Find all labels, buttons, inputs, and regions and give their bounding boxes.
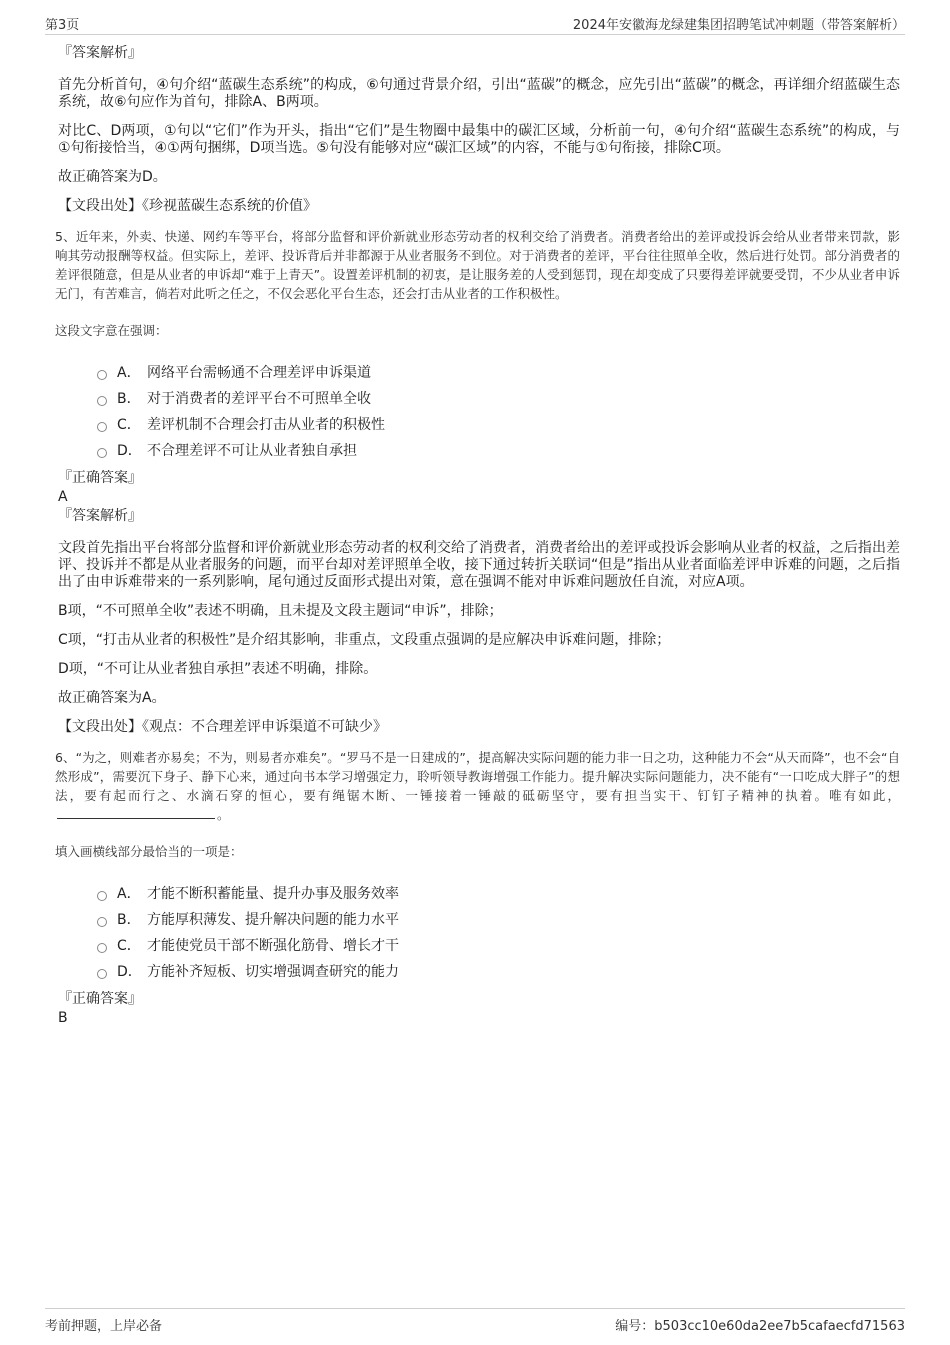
analysis-paragraph: 对比C、D两项，①句以“它们”作为开头，指出“它们”是生物圈中最集中的碳汇区域，分析前一句，④句介绍“蓝碳生态系统”的构成，与①句衔接恰当，④①两句捆绑，D项当选。⑤句没有能够对应“碳汇区域”的内容，不能与①句衔接，排除C项。: [58, 123, 900, 156]
option-text: 差评机制不合理会打击从业者的积极性: [147, 417, 385, 433]
option-list: [97, 359, 900, 463]
page-footer: [45, 1308, 905, 1335]
correct-answer-label: 『正确答案』: [58, 991, 142, 1007]
option-letter: D．: [117, 964, 142, 980]
option-a[interactable]: [97, 880, 900, 906]
option-d[interactable]: [97, 437, 900, 463]
option-letter: B．: [117, 912, 141, 928]
option-letter: C．: [117, 938, 141, 954]
option-b[interactable]: [97, 906, 900, 932]
answer-conclusion: 故正确答案为A。: [58, 690, 166, 706]
option-list: [97, 880, 900, 984]
radio-icon[interactable]: [97, 422, 107, 432]
correct-answer: B: [58, 1010, 68, 1026]
option-c[interactable]: [97, 932, 900, 958]
option-c[interactable]: [97, 411, 900, 437]
analysis-paragraph: 文段首先指出平台将部分监督和评价新就业形态劳动者的权利交给了消费者，消费者给出的差评或投诉会影响从业者的权益，之后指出差评、投诉并不都是从业者服务的问题，而平台却对差评照单全收，接下通过转折关联词“但是”指出从业者面临差评申诉难的问题，之后指出了由申诉难带来的一系列影响，尾句通过反面形式提出对策，意在强调不能对申诉难问题放任自流，对应A项。: [58, 540, 900, 590]
option-d[interactable]: [97, 958, 900, 984]
option-a[interactable]: [97, 359, 900, 385]
radio-icon[interactable]: [97, 891, 107, 901]
option-letter: C．: [117, 417, 141, 433]
page-number: 第3页: [45, 18, 80, 33]
source-citation: 【文段出处】《珍视蓝碳生态系统的价值》: [58, 198, 317, 214]
analysis-paragraph: 首先分析首句，④句介绍“蓝碳生态系统”的构成，⑥句通过背景介绍，引出“蓝碳”的概念，应先引出“蓝碳”的概念，再详细介绍蓝碳生态系统，故⑥句应作为首句，排除A、B两项。: [58, 77, 900, 110]
radio-icon[interactable]: [97, 396, 107, 406]
analysis-option-d: D项，“不可让从业者独自承担”表述不明确，排除。: [58, 661, 378, 677]
radio-icon[interactable]: [97, 969, 107, 979]
analysis-option-c: C项，“打击从业者的积极性”是介绍其影响，非重点，文段重点强调的是应解决申诉难问题，排除；: [58, 632, 671, 648]
page-content: [55, 44, 900, 1028]
answer-conclusion: 故正确答案为D。: [58, 169, 167, 185]
footer-slogan: 考前押题，上岸必备: [45, 1319, 163, 1334]
option-text: 方能补齐短板、切实增强调查研究的能力: [147, 964, 399, 980]
question-prompt: 这段文字意在强调：: [55, 323, 168, 338]
option-text: 才能使党员干部不断强化筋骨、增长才干: [147, 938, 399, 954]
analysis-label: 『答案解析』: [58, 508, 142, 524]
option-text: 对于消费者的差评平台不可照单全收: [147, 391, 371, 407]
stem-text: 6、“为之，则难者亦易矣；不为，则易者亦难矣”。“罗马不是一日建成的”，提高解决实际问题的能力非一日之功，这种能力不会“从天而降”，也不会“自然形成”，需要沉下身子、静下心来，通过向书本学习增强定力，聆听领导教诲增强工作能力。提升解决实际问题能力，决不能有“一口吃成大胖子”的想法，要有起而行之、水滴石穿的恒心，要有绳锯木断、一锤接着一锤敲的砥砺坚守，要有担当实干、钉钉子精神的执着。唯有如此，: [55, 750, 900, 803]
stem-end: 。: [217, 807, 230, 822]
correct-answer: A: [58, 489, 68, 505]
radio-icon[interactable]: [97, 917, 107, 927]
option-letter: A．: [117, 886, 141, 902]
fill-blank: [57, 806, 215, 819]
document-code: 编号：b503cc10e60da2ee7b5cafaecfd71563: [615, 1319, 905, 1334]
option-letter: D．: [117, 443, 142, 459]
option-text: 不合理差评不可让从业者独自承担: [147, 443, 357, 459]
option-text: 才能不断积蓄能量、提升办事及服务效率: [147, 886, 399, 902]
question-stem: 5、近年来，外卖、快递、网约车等平台，将部分监督和评价新就业形态劳动者的权利交给了消费者。消费者给出的差评或投诉会给从业者带来罚款，影响其劳动报酬等权益。但实际上，差评、投诉背后并非都源于从业者服务不到位。对于消费者的差评，平台往往照单全收，然后进行处罚。部分消费者的差评很随意，但是从业者的申诉却“难于上青天”。设置差评机制的初衷，是让服务差的人受到惩罚，现在却变成了只要得差评就要受罚，不少从业者申诉无门，有苦难言，倘若对此听之任之，不仅会恶化平台生态，还会打击从业者的工作积极性。: [55, 229, 900, 301]
option-letter: A．: [117, 365, 141, 381]
question-prompt: 填入画横线部分最恰当的一项是：: [55, 844, 243, 859]
source-citation: 【文段出处】《观点：不合理差评申诉渠道不可缺少》: [58, 719, 387, 735]
radio-icon[interactable]: [97, 943, 107, 953]
analysis-label: 『答案解析』: [58, 45, 142, 61]
radio-icon[interactable]: [97, 370, 107, 380]
question-stem: [55, 748, 900, 824]
option-b[interactable]: [97, 385, 900, 411]
radio-icon[interactable]: [97, 448, 107, 458]
correct-answer-label: 『正确答案』: [58, 470, 142, 486]
page-header: [45, 12, 905, 35]
analysis-option-b: B项，“不可照单全收”表述不明确，且未提及文段主题词“申诉”，排除；: [58, 603, 503, 619]
option-text: 网络平台需畅通不合理差评申诉渠道: [147, 365, 371, 381]
document-title: 2024年安徽海龙绿建集团招聘笔试冲刺题（带答案解析）: [572, 18, 905, 33]
option-letter: B．: [117, 391, 141, 407]
option-text: 方能厚积薄发、提升解决问题的能力水平: [147, 912, 399, 928]
